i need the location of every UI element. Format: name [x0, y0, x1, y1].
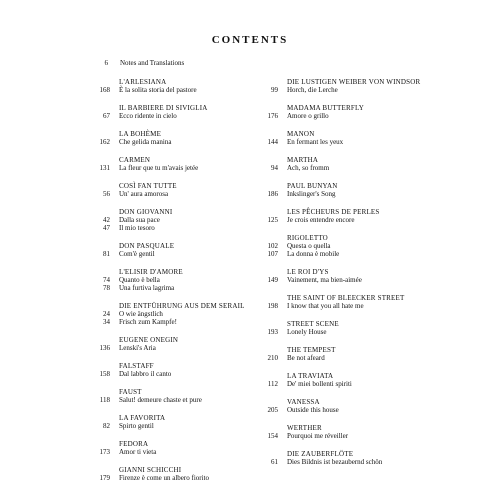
- aria-title: Amor ti vieta: [119, 448, 157, 456]
- opera-group: [86, 302, 256, 326]
- opera-group: [86, 388, 256, 404]
- page-number: 125: [267, 216, 278, 224]
- aria-title: Outside this house: [287, 406, 339, 414]
- aria-entry[interactable]: [254, 86, 434, 94]
- page-number: 6: [104, 59, 108, 67]
- aria-title: Un' aura amorosa: [119, 190, 169, 198]
- opera-group: [254, 320, 434, 336]
- page-title: CONTENTS: [211, 34, 289, 46]
- opera-group: [254, 398, 434, 414]
- page-number: 112: [267, 380, 278, 388]
- opera-group: [86, 362, 256, 378]
- aria-entry[interactable]: [86, 224, 256, 232]
- opera-group: [86, 104, 256, 120]
- opera-group: [86, 156, 256, 172]
- aria-entry[interactable]: [254, 380, 434, 388]
- aria-title: La fleur que tu m'avais jetée: [119, 164, 199, 172]
- page-number: 198: [267, 302, 278, 310]
- page-number: 136: [99, 344, 110, 352]
- aria-entry[interactable]: [254, 406, 434, 414]
- aria-title: Dies Bildnis ist bezaubernd schön: [287, 458, 383, 466]
- aria-title: Dalla sua pace: [119, 216, 160, 224]
- aria-title: Che gelida manina: [119, 138, 172, 146]
- aria-entry[interactable]: [254, 250, 434, 258]
- opera-title: MADAMA BUTTERFLY: [287, 104, 364, 112]
- aria-title: Lenski's Aria: [119, 344, 156, 352]
- page-number: 99: [271, 86, 278, 94]
- aria-entry[interactable]: [86, 370, 256, 378]
- opera-title: LE ROI D'YS: [287, 268, 329, 276]
- aria-entry[interactable]: [254, 242, 434, 250]
- aria-entry[interactable]: [254, 302, 434, 310]
- opera-title: FALSTAFF: [119, 362, 154, 370]
- aria-entry[interactable]: [254, 458, 434, 466]
- opera-title: MARTHA: [287, 156, 319, 164]
- page-number: 186: [267, 190, 278, 198]
- opera-title: DON PASQUALE: [119, 242, 175, 250]
- opera-title: EUGENE ONEGIN: [119, 336, 179, 344]
- aria-entry[interactable]: [86, 310, 256, 318]
- aria-entry[interactable]: [254, 138, 434, 146]
- opera-title: LA BOHÈME: [119, 130, 162, 138]
- page-number: 24: [103, 310, 110, 318]
- aria-entry[interactable]: [86, 138, 256, 146]
- page-number: 179: [99, 474, 110, 482]
- page-number: 107: [267, 250, 278, 258]
- aria-entry[interactable]: [86, 216, 256, 224]
- aria-title: Ach, so fromm: [287, 164, 330, 172]
- aria-entry[interactable]: [254, 354, 434, 362]
- aria-title: Be not afeard: [287, 354, 325, 362]
- opera-title: THE TEMPEST: [287, 346, 336, 354]
- opera-group: [254, 372, 434, 388]
- aria-entry[interactable]: [86, 422, 256, 430]
- opera-group: [86, 182, 256, 198]
- opera-title: FAUST: [119, 388, 142, 396]
- opera-title: WERTHER: [287, 424, 322, 432]
- opera-group: [86, 268, 256, 292]
- opera-title: DIE ENTFÜHRUNG AUS DEM SERAIL: [119, 302, 245, 310]
- aria-title: Frisch zum Kampfe!: [119, 318, 177, 326]
- opera-group: [254, 78, 434, 94]
- page-number: 210: [267, 354, 278, 362]
- aria-title: Inkslinger's Song: [287, 190, 336, 198]
- opera-title: FEDORA: [119, 440, 149, 448]
- page-number: 168: [99, 86, 110, 94]
- aria-title: Amore o grillo: [287, 112, 329, 120]
- opera-title: DIE LUSTIGEN WEIBER VON WINDSOR: [287, 78, 421, 86]
- aria-title: De' miei bollenti spiriti: [287, 380, 352, 388]
- opera-group: [254, 346, 434, 362]
- opera-title: PAUL BUNYAN: [287, 182, 338, 190]
- opera-title: THE SAINT OF BLEECKER STREET: [287, 294, 405, 302]
- aria-title: Lonely House: [287, 328, 327, 336]
- page-number: 193: [267, 328, 278, 336]
- aria-title: La donna è mobile: [287, 250, 340, 258]
- aria-entry[interactable]: [254, 328, 434, 336]
- aria-entry[interactable]: [86, 344, 256, 352]
- page-number: 144: [267, 138, 278, 146]
- aria-title: Spirto gentil: [119, 422, 154, 430]
- aria-title: Quanto è bella: [119, 276, 160, 284]
- aria-title: Questa o quella: [287, 242, 331, 250]
- opera-title: LA TRAVIATA: [287, 372, 334, 380]
- page-number: 205: [267, 406, 278, 414]
- opera-group: [254, 294, 434, 310]
- opera-title: DIE ZAUBERFLÖTE: [287, 450, 354, 458]
- opera-group: [86, 208, 256, 232]
- aria-title: Salut! demeure chaste et pure: [119, 396, 202, 404]
- aria-title: Ecco ridente in cielo: [119, 112, 177, 120]
- contents-left-column: [86, 78, 256, 492]
- opera-group: [254, 104, 434, 120]
- opera-group: [254, 182, 434, 198]
- aria-title: Horch, die Lerche: [287, 86, 338, 94]
- aria-entry[interactable]: [86, 284, 256, 292]
- page-number: 131: [99, 164, 110, 172]
- opera-group: [86, 336, 256, 352]
- page-number: 81: [103, 250, 110, 258]
- aria-entry[interactable]: [86, 190, 256, 198]
- opera-group: [254, 130, 434, 146]
- opera-title: RIGOLETTO: [287, 234, 328, 242]
- opera-group: [86, 78, 256, 94]
- aria-title: I know that you all hate me: [287, 302, 364, 310]
- aria-title: Je crois entendre encore: [287, 216, 355, 224]
- contents-right-column: [254, 78, 434, 476]
- aria-title: O wie ängstlich: [119, 310, 163, 318]
- opera-group: [86, 130, 256, 146]
- opera-group: [254, 234, 434, 258]
- opera-title: COSÌ FAN TUTTE: [119, 182, 177, 190]
- aria-entry[interactable]: [86, 318, 256, 326]
- aria-entry[interactable]: [254, 190, 434, 198]
- opera-title: L'ELISIR D'AMORE: [119, 268, 183, 276]
- aria-entry[interactable]: [86, 474, 256, 482]
- page-number: 173: [99, 448, 110, 456]
- page-number: 94: [271, 164, 278, 172]
- aria-title: È la solita storia del pastore: [119, 86, 197, 94]
- opera-group: [86, 466, 256, 482]
- aria-entry[interactable]: [86, 112, 256, 120]
- opera-group: [254, 208, 434, 224]
- opera-group: [86, 440, 256, 456]
- opera-group: [86, 242, 256, 258]
- aria-entry[interactable]: [86, 276, 256, 284]
- notes-label: Notes and Translations: [120, 59, 185, 67]
- opera-group: [254, 156, 434, 172]
- aria-title: En fermant les yeux: [287, 138, 344, 146]
- opera-title: IL BARBIERE DI SIVIGLIA: [119, 104, 208, 112]
- opera-group: [254, 268, 434, 284]
- aria-entry[interactable]: [254, 432, 434, 440]
- opera-title: L'ARLESIANA: [119, 78, 167, 86]
- page-number: 42: [103, 216, 110, 224]
- page-number: 176: [267, 112, 278, 120]
- aria-entry[interactable]: [86, 250, 256, 258]
- opera-title: LA FAVORITA: [119, 414, 166, 422]
- page-number: 162: [99, 138, 110, 146]
- aria-title: Pourquoi me réveiller: [287, 432, 349, 440]
- aria-entry[interactable]: [254, 164, 434, 172]
- aria-entry[interactable]: [86, 448, 256, 456]
- opera-title: VANESSA: [287, 398, 320, 406]
- aria-entry[interactable]: [254, 112, 434, 120]
- page-number: 34: [103, 318, 110, 326]
- page-number: 56: [103, 190, 110, 198]
- aria-title: Firenze è come un albero fiorito: [119, 474, 209, 482]
- page-number: 102: [267, 242, 278, 250]
- page-number: 78: [103, 284, 110, 292]
- opera-title: MANON: [287, 130, 315, 138]
- opera-title: LES PÊCHEURS DE PERLES: [287, 208, 380, 216]
- page-number: 118: [99, 396, 110, 404]
- aria-entry[interactable]: [254, 216, 434, 224]
- page-number: 47: [103, 224, 110, 232]
- opera-group: [86, 414, 256, 430]
- page-number: 154: [267, 432, 278, 440]
- page-number: 158: [99, 370, 110, 378]
- aria-entry[interactable]: [86, 396, 256, 404]
- aria-entry[interactable]: [254, 276, 434, 284]
- aria-entry[interactable]: [86, 86, 256, 94]
- aria-title: Il mio tesoro: [119, 224, 155, 232]
- notes-entry[interactable]: [96, 59, 184, 67]
- opera-group: [254, 424, 434, 440]
- aria-title: Com'è gentil: [119, 250, 155, 258]
- page-number: 61: [271, 458, 278, 466]
- page-number: 74: [103, 276, 110, 284]
- aria-title: Una furtiva lagrima: [119, 284, 175, 292]
- page-number: 149: [267, 276, 278, 284]
- opera-title: DON GIOVANNI: [119, 208, 173, 216]
- aria-title: Vainement, ma bien-aimée: [287, 276, 362, 284]
- aria-title: Dal labbro il canto: [119, 370, 172, 378]
- opera-group: [254, 450, 434, 466]
- opera-title: STREET SCENE: [287, 320, 339, 328]
- page-number: 67: [103, 112, 110, 120]
- opera-title: GIANNI SCHICCHI: [119, 466, 182, 474]
- page-number: 82: [103, 422, 110, 430]
- opera-title: CARMEN: [119, 156, 151, 164]
- aria-entry[interactable]: [86, 164, 256, 172]
